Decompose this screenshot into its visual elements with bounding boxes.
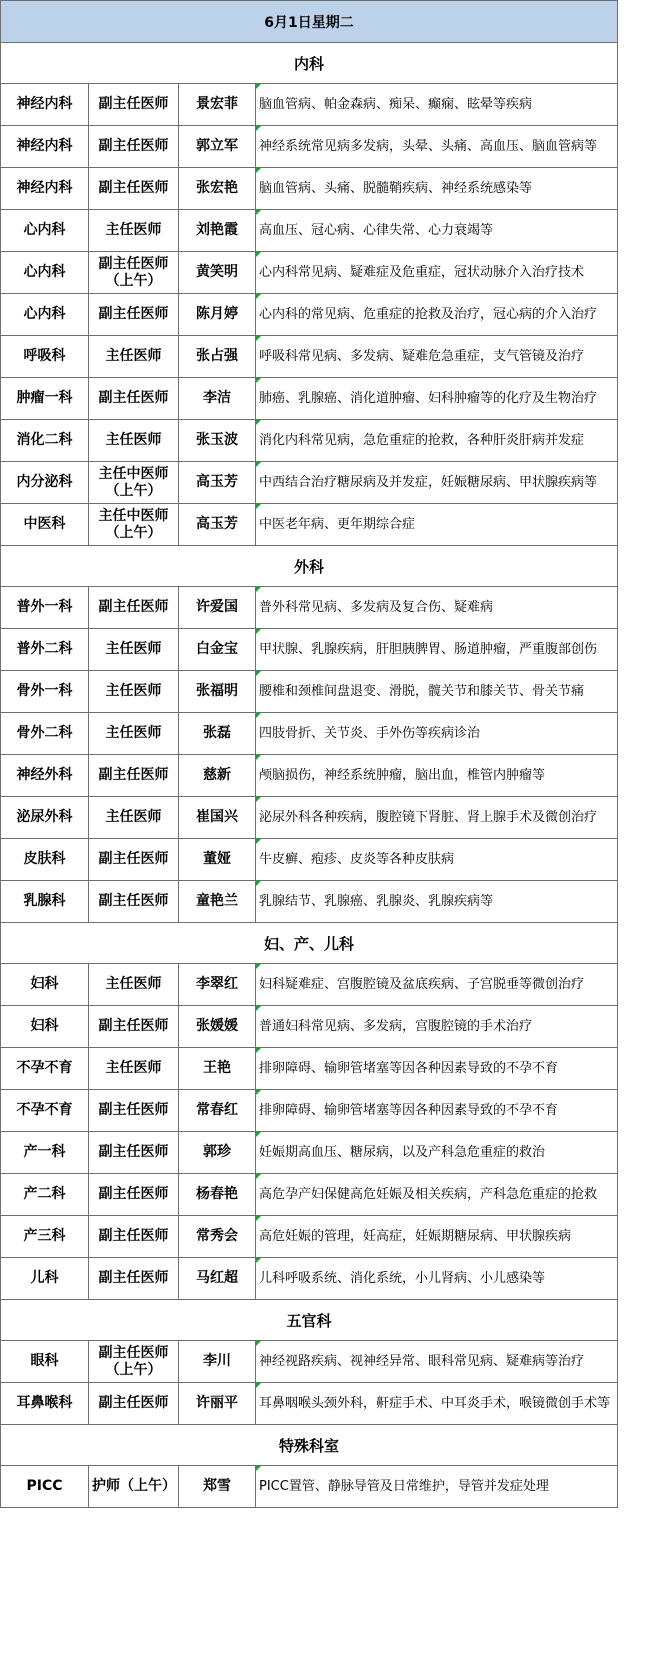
doctor-name-cell: 许丽平 [179, 1383, 256, 1425]
specialty-description-cell: 腰椎和颈椎间盘退变、滑脱，髋关节和膝关节、骨关节痛 [256, 671, 618, 713]
table-row [1, 168, 618, 210]
section-header-row [1, 1300, 618, 1341]
doctor-title-cell: 护师（上午） [89, 1466, 179, 1508]
specialty-description-cell: 排卵障碍、输卵管堵塞等因各种因素导致的不孕不育 [256, 1048, 618, 1090]
table-row [1, 294, 618, 336]
department-cell: 心内科 [1, 252, 89, 294]
section-name: 外科 [1, 546, 618, 587]
doctor-name-cell: 刘艳霞 [179, 210, 256, 252]
specialty-description-cell: 心内科的常见病、危重症的抢救及治疗，冠心病的介入治疗 [256, 294, 618, 336]
doctor-title-cell: 副主任医师（上午） [89, 252, 179, 294]
doctor-name-cell: 常春红 [179, 1090, 256, 1132]
specialty-description-cell: 脑血管病、头痛、脱髓鞘疾病、神经系统感染等 [256, 168, 618, 210]
section-name: 妇、产、儿科 [1, 923, 618, 964]
department-cell: 不孕不育 [1, 1048, 89, 1090]
department-cell: 呼吸科 [1, 336, 89, 378]
specialty-description-cell: 普通妇科常见病、多发病，宫腹腔镜的手术治疗 [256, 1006, 618, 1048]
doctor-name-cell: 张宏艳 [179, 168, 256, 210]
doctor-name-cell: 杨春艳 [179, 1174, 256, 1216]
doctor-title-cell: 主任医师 [89, 713, 179, 755]
table-row [1, 126, 618, 168]
specialty-description-cell: 高危妊娠的管理，妊高症，妊娠期糖尿病、甲状腺疾病 [256, 1216, 618, 1258]
doctor-title-cell: 主任医师 [89, 210, 179, 252]
specialty-description-cell: 中西结合治疗糖尿病及并发症，妊娠糖尿病、甲状腺疾病等 [256, 462, 618, 504]
department-cell: 神经内科 [1, 126, 89, 168]
doctor-name-cell: 高玉芳 [179, 504, 256, 546]
specialty-description-cell: 心内科常见病、疑难症及危重症，冠状动脉介入治疗技术 [256, 252, 618, 294]
specialty-description-cell: 消化内科常见病，急危重症的抢救，各种肝炎肝病并发症 [256, 420, 618, 462]
specialty-description-cell: PICC置管、静脉导管及日常维护，导管并发症处理 [256, 1466, 618, 1508]
department-cell: 眼科 [1, 1341, 89, 1383]
section-header-row [1, 546, 618, 587]
doctor-title-cell: 副主任医师 [89, 587, 179, 629]
department-cell: 乳腺科 [1, 881, 89, 923]
section-header-row [1, 1425, 618, 1466]
doctor-name-cell: 童艳兰 [179, 881, 256, 923]
table-row [1, 671, 618, 713]
table-row [1, 378, 618, 420]
section-header-row [1, 923, 618, 964]
doctor-title-cell: 副主任医师 [89, 755, 179, 797]
doctor-name-cell: 李川 [179, 1341, 256, 1383]
table-row [1, 755, 618, 797]
doctor-name-cell: 李洁 [179, 378, 256, 420]
specialty-description-cell: 高危孕产妇保健高危妊娠及相关疾病，产科急危重症的抢救 [256, 1174, 618, 1216]
table-row [1, 964, 618, 1006]
table-row [1, 420, 618, 462]
table-row [1, 1341, 618, 1383]
department-cell: 神经内科 [1, 168, 89, 210]
doctor-title-cell: 主任医师 [89, 629, 179, 671]
doctor-name-cell: 陈月婷 [179, 294, 256, 336]
department-cell: 普外二科 [1, 629, 89, 671]
department-cell: PICC [1, 1466, 89, 1508]
specialty-description-cell: 妊娠期高血压、糖尿病，以及产科急危重症的救治 [256, 1132, 618, 1174]
department-cell: 神经外科 [1, 755, 89, 797]
specialty-description-cell: 甲状腺、乳腺疾病，肝胆胰脾胃、肠道肿瘤，严重腹部创伤 [256, 629, 618, 671]
specialty-description-cell: 泌尿外科各种疾病，腹腔镜下肾脏、肾上腺手术及微创治疗 [256, 797, 618, 839]
doctor-name-cell: 崔国兴 [179, 797, 256, 839]
doctor-name-cell: 许爱国 [179, 587, 256, 629]
specialty-description-cell: 排卵障碍、输卵管堵塞等因各种因素导致的不孕不育 [256, 1090, 618, 1132]
table-row [1, 1258, 618, 1300]
doctor-name-cell: 景宏菲 [179, 84, 256, 126]
table-row [1, 797, 618, 839]
doctor-title-cell: 副主任医师 [89, 168, 179, 210]
specialty-description-cell: 妇科疑难症、宫腹腔镜及盆底疾病、子宫脱垂等微创治疗 [256, 964, 618, 1006]
department-cell: 产一科 [1, 1132, 89, 1174]
table-row [1, 1383, 618, 1425]
doctor-title-cell: 副主任医师 [89, 84, 179, 126]
doctor-title-cell: 副主任医师 [89, 1216, 179, 1258]
department-cell: 骨外一科 [1, 671, 89, 713]
doctor-name-cell: 李翠红 [179, 964, 256, 1006]
specialty-description-cell: 乳腺结节、乳腺癌、乳腺炎、乳腺疾病等 [256, 881, 618, 923]
doctor-title-cell: 副主任医师（上午） [89, 1341, 179, 1383]
table-row [1, 881, 618, 923]
doctor-name-cell: 慈新 [179, 755, 256, 797]
specialty-description-cell: 牛皮癣、疱疹、皮炎等各种皮肤病 [256, 839, 618, 881]
table-row [1, 1048, 618, 1090]
department-cell: 儿科 [1, 1258, 89, 1300]
table-row [1, 504, 618, 546]
doctor-title-cell: 主任中医师（上午） [89, 504, 179, 546]
doctor-name-cell: 张媛媛 [179, 1006, 256, 1048]
department-cell: 产二科 [1, 1174, 89, 1216]
department-cell: 心内科 [1, 294, 89, 336]
specialty-description-cell: 神经系统常见病多发病，头晕、头痛、高血压、脑血管病等 [256, 126, 618, 168]
department-cell: 消化二科 [1, 420, 89, 462]
specialty-description-cell: 肺癌、乳腺癌、消化道肿瘤、妇科肿瘤等的化疗及生物治疗 [256, 378, 618, 420]
department-cell: 泌尿外科 [1, 797, 89, 839]
department-cell: 产三科 [1, 1216, 89, 1258]
doctor-title-cell: 副主任医师 [89, 1132, 179, 1174]
table-row [1, 713, 618, 755]
doctor-name-cell: 张福明 [179, 671, 256, 713]
doctor-title-cell: 主任医师 [89, 671, 179, 713]
doctor-name-cell: 张占强 [179, 336, 256, 378]
specialty-description-cell: 儿科呼吸系统、消化系统，小儿肾病、小儿感染等 [256, 1258, 618, 1300]
doctor-title-cell: 副主任医师 [89, 1174, 179, 1216]
table-row [1, 1132, 618, 1174]
table-row [1, 1174, 618, 1216]
specialty-description-cell: 颅脑损伤，神经系统肿瘤，脑出血，椎管内肿瘤等 [256, 755, 618, 797]
specialty-description-cell: 神经视路疾病、视神经异常、眼科常见病、疑难病等治疗 [256, 1341, 618, 1383]
doctor-name-cell: 黄笑明 [179, 252, 256, 294]
doctor-name-cell: 常秀会 [179, 1216, 256, 1258]
department-cell: 内分泌科 [1, 462, 89, 504]
table-row [1, 1090, 618, 1132]
doctor-title-cell: 副主任医师 [89, 839, 179, 881]
section-name: 五官科 [1, 1300, 618, 1341]
doctor-title-cell: 主任医师 [89, 336, 179, 378]
doctor-name-cell: 董娅 [179, 839, 256, 881]
department-cell: 普外一科 [1, 587, 89, 629]
table-row [1, 252, 618, 294]
doctor-title-cell: 副主任医师 [89, 294, 179, 336]
doctor-title-cell: 副主任医师 [89, 1006, 179, 1048]
doctor-name-cell: 白金宝 [179, 629, 256, 671]
doctor-name-cell: 马红超 [179, 1258, 256, 1300]
table-row [1, 839, 618, 881]
table-row [1, 462, 618, 504]
department-cell: 骨外二科 [1, 713, 89, 755]
doctor-name-cell: 郭立军 [179, 126, 256, 168]
specialty-description-cell: 耳鼻咽喉头颈外科，鼾症手术、中耳炎手术，喉镜微创手术等 [256, 1383, 618, 1425]
table-row [1, 1466, 618, 1508]
doctor-title-cell: 副主任医师 [89, 881, 179, 923]
section-name: 特殊科室 [1, 1425, 618, 1466]
doctor-name-cell: 张玉波 [179, 420, 256, 462]
table-row [1, 210, 618, 252]
doctor-name-cell: 高玉芳 [179, 462, 256, 504]
doctor-title-cell: 副主任医师 [89, 378, 179, 420]
department-cell: 神经内科 [1, 84, 89, 126]
doctor-title-cell: 副主任医师 [89, 1258, 179, 1300]
table-row [1, 629, 618, 671]
table-row [1, 84, 618, 126]
department-cell: 中医科 [1, 504, 89, 546]
department-cell: 肿瘤一科 [1, 378, 89, 420]
specialty-description-cell: 脑血管病、帕金森病、痴呆、癫痫、眩晕等疾病 [256, 84, 618, 126]
department-cell: 耳鼻喉科 [1, 1383, 89, 1425]
department-cell: 妇科 [1, 1006, 89, 1048]
table-row [1, 1006, 618, 1048]
doctor-name-cell: 张磊 [179, 713, 256, 755]
doctor-title-cell: 主任医师 [89, 964, 179, 1006]
doctor-title-cell: 主任医师 [89, 1048, 179, 1090]
table-row [1, 587, 618, 629]
table-row [1, 336, 618, 378]
doctor-title-cell: 主任医师 [89, 420, 179, 462]
doctor-title-cell: 副主任医师 [89, 126, 179, 168]
specialty-description-cell: 中医老年病、更年期综合症 [256, 504, 618, 546]
doctor-name-cell: 郭珍 [179, 1132, 256, 1174]
department-cell: 皮肤科 [1, 839, 89, 881]
specialty-description-cell: 普外科常见病、多发病及复合伤、疑难病 [256, 587, 618, 629]
specialty-description-cell: 四肢骨折、关节炎、手外伤等疾病诊治 [256, 713, 618, 755]
section-header-row [1, 43, 618, 84]
table-row [1, 1216, 618, 1258]
department-cell: 妇科 [1, 964, 89, 1006]
section-name: 内科 [1, 43, 618, 84]
department-cell: 心内科 [1, 210, 89, 252]
specialty-description-cell: 呼吸科常见病、多发病、疑难危急重症，支气管镜及治疗 [256, 336, 618, 378]
doctor-name-cell: 王艳 [179, 1048, 256, 1090]
doctor-title-cell: 副主任医师 [89, 1383, 179, 1425]
doctor-title-cell: 主任中医师（上午） [89, 462, 179, 504]
department-cell: 不孕不育 [1, 1090, 89, 1132]
specialty-description-cell: 高血压、冠心病、心律失常、心力衰竭等 [256, 210, 618, 252]
schedule-title: 6月1日星期二 [1, 1, 618, 43]
doctor-title-cell: 副主任医师 [89, 1090, 179, 1132]
doctor-name-cell: 郑雪 [179, 1466, 256, 1508]
doctor-title-cell: 主任医师 [89, 797, 179, 839]
